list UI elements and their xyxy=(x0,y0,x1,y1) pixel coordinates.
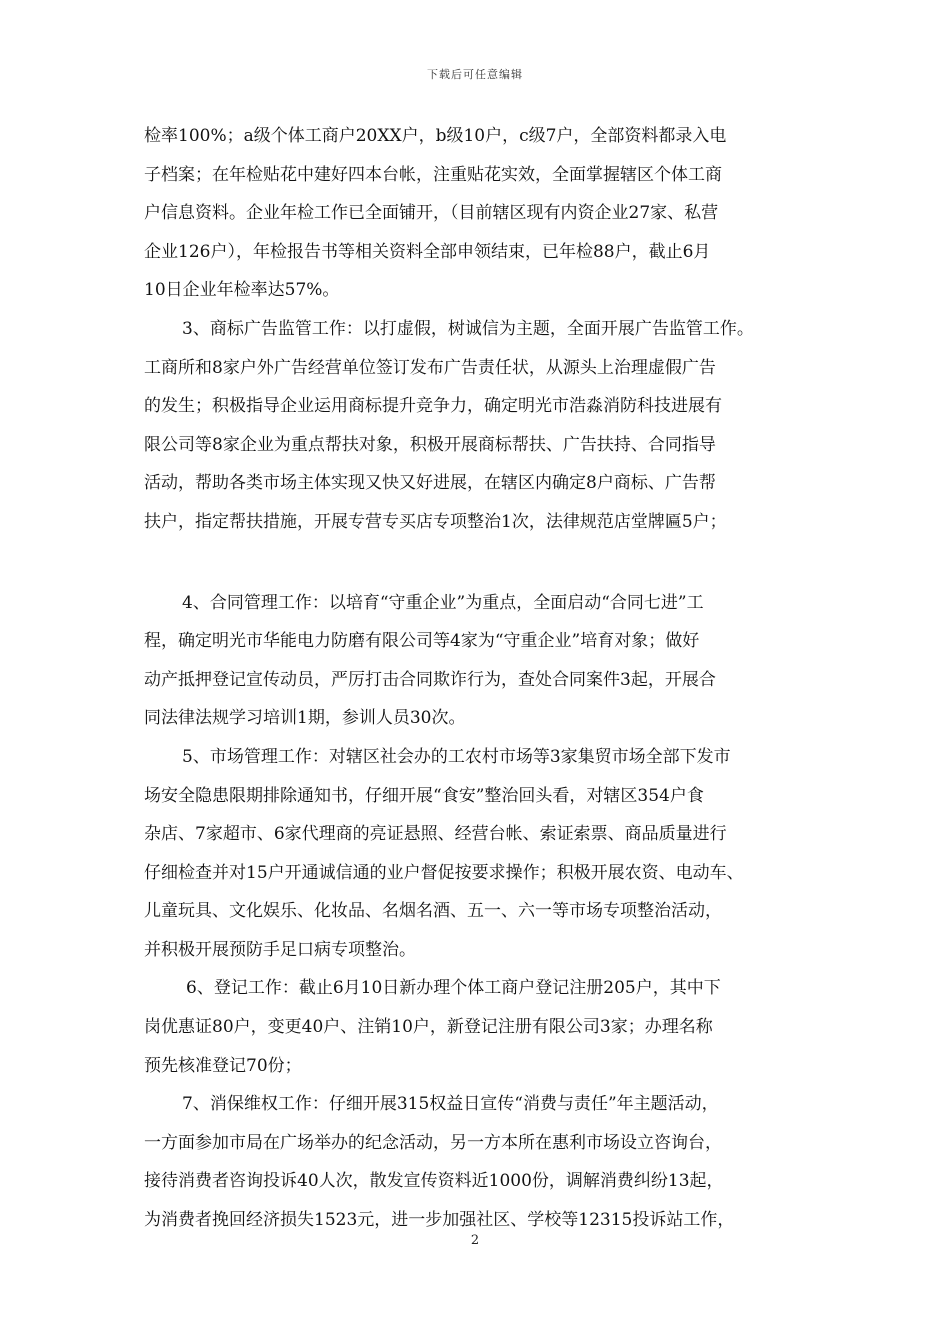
page-header: 下载后可任意编辑 xyxy=(427,68,523,81)
text-line: 的发生；积极指导企业运用商标提升竞争力，确定明光市浩淼消防科技进展有 xyxy=(144,396,722,417)
text-line: 岗优惠证80户，变更40户、注销10户，新登记注册有限公司3家；办理名称 xyxy=(144,1017,713,1038)
text-line: 10日企业年检率达57%。 xyxy=(144,280,340,301)
text-line: 一方面参加市局在广场举办的纪念活动，另一方本所在惠利市场设立咨询台， xyxy=(144,1132,722,1153)
paragraph-start-line: 5、市场管理工作：对辖区社会办的工农村市场等3家集贸市场全部下发市 xyxy=(182,746,731,767)
text-line: 动产抵押登记宣传动员，严厉打击合同欺诈行为，查处合同案件3起，开展合 xyxy=(144,669,716,690)
text-line: 接待消费者咨询投诉40人次，散发宣传资料近1000份，调解消费纠纷13起， xyxy=(144,1171,724,1192)
text-line: 扶户，指定帮扶措施，开展专营专买店专项整治1次，法律规范店堂牌匾5户； xyxy=(144,511,727,532)
text-line: 儿童玩具、文化娱乐、化妆品、名烟名酒、五一、六一等市场专项整治活动， xyxy=(144,901,722,922)
page-number: 2 xyxy=(470,1233,480,1248)
text-line: 活动，帮助各类市场主体实现又快又好进展，在辖区内确定8户商标、广告帮 xyxy=(144,473,716,494)
text-line: 为消费者挽回经济损失1523元，进一步加强社区、学校等12315投诉站工作， xyxy=(144,1210,735,1231)
paragraph-start-line: 6、登记工作：截止6月10日新办理个体工商户登记注册205户，其中下 xyxy=(186,978,721,999)
text-line: 限公司等8家企业为重点帮扶对象，积极开展商标帮扶、广告扶持、合同指导 xyxy=(144,434,716,455)
text-line: 场安全隐患限期排除通知书，仔细开展“食安”整治回头看，对辖区354户食 xyxy=(144,785,704,806)
text-line: 子档案；在年检贴花中建好四本台帐，注重贴花实效，全面掌握辖区个体工商 xyxy=(144,164,722,185)
text-line: 仔细检查并对15户开通诚信通的业户督促按要求操作；积极开展农资、电动车、 xyxy=(144,862,744,883)
text-line: 企业126户），年检报告书等相关资料全部申领结束，已年检88户，截止6月 xyxy=(144,241,711,262)
text-line: 户信息资料。企业年检工作已全面铺开，（目前辖区现有内资企业27家、私营 xyxy=(144,203,719,224)
text-line: 杂店、7家超市、6家代理商的亮证悬照、经营台帐、索证索票、商品质量进行 xyxy=(144,824,727,845)
text-line: 同法律法规学习培训1期，参训人员30次。 xyxy=(144,708,466,729)
paragraph-gap xyxy=(144,542,814,584)
paragraph-start-line: 4、合同管理工作：以培育“守重企业”为重点，全面启动“合同七进”工 xyxy=(182,592,704,613)
text-line: 工商所和8家户外广告经营单位签订发布广告责任状，从源头上治理虚假广告 xyxy=(144,357,716,378)
paragraph-start-line: 3、商标广告监管工作：以打虚假，树诚信为主题，全面开展广告监管工作。 xyxy=(182,318,754,339)
text-line: 程，确定明光市华能电力防磨有限公司等4家为“守重企业”培育对象；做好 xyxy=(144,631,700,652)
text-line: 并积极开展预防手足口病专项整治。 xyxy=(144,939,416,960)
text-line: 预先核准登记70份； xyxy=(144,1055,302,1076)
paragraph-start-line: 7、消保维权工作：仔细开展315权益日宣传“消费与责任”年主题活动， xyxy=(182,1094,719,1115)
text-line: 检率100%；a级个体工商户20XX户，b级10户，c级7户，全部资料都录入电 xyxy=(144,126,727,146)
document-body xyxy=(144,117,814,1240)
